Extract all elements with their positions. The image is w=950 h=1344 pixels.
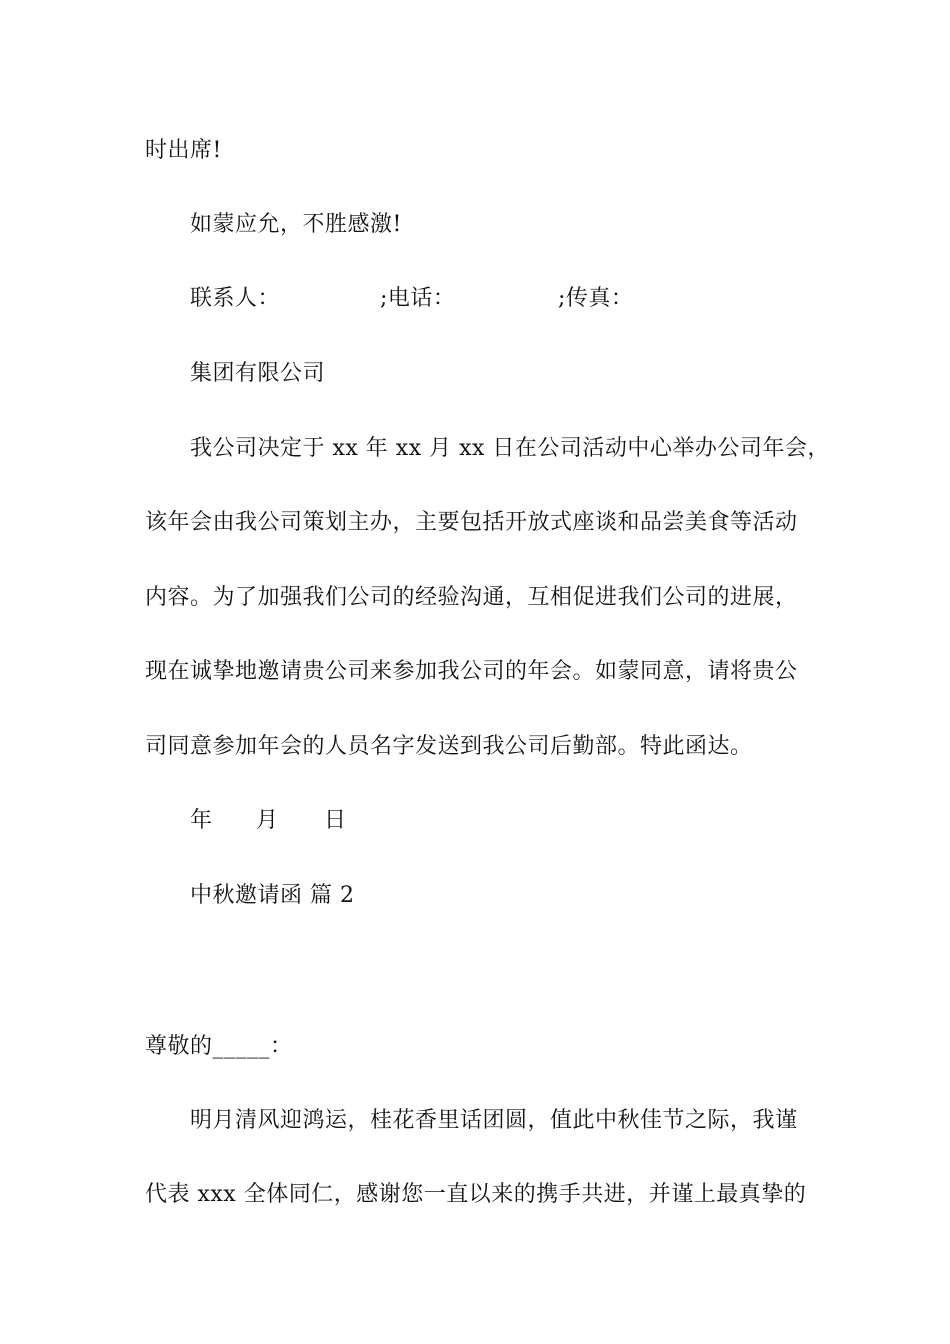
salutation: 尊敬的_____： [145, 1034, 293, 1059]
paragraph-line: 明月清风迎鸿运，桂花香里话团圆，值此中秋佳节之际，我谨 [190, 1108, 798, 1133]
day-label: 日 [324, 808, 347, 833]
paragraph-line: 该年会由我公司策划主办，主要包括开放式座谈和品尝美食等活动 [145, 510, 798, 535]
month-label: 月 [256, 808, 279, 833]
date-line [190, 810, 390, 834]
section-title: 中秋邀请函 篇 2 [190, 883, 355, 908]
paragraph-line: 司同意参加年会的人员名字发送到我公司后勤部。特此函达。 [145, 734, 753, 759]
paragraph-line: 内容。为了加强我们公司的经验沟通，互相促进我们公司的进展， [145, 585, 798, 610]
paragraph-line: 我公司决定于 xx 年 xx 月 xx 日在公司活动中心举办公司年会， [190, 436, 830, 461]
contact-person-label: 联系人： [190, 286, 281, 311]
fax-label: ;传真： [558, 286, 634, 311]
company-name: 集团有限公司 [190, 361, 326, 386]
text-line: 如蒙应允，不胜感激! [190, 212, 402, 237]
paragraph-line: 代表 xxx 全体同仁，感谢您一直以来的携手共进，并谨上最真挚的 [145, 1182, 807, 1207]
paragraph-line: 现在诚挚地邀请贵公司来参加我公司的年会。如蒙同意，请将贵公 [145, 659, 798, 684]
phone-label: ;电话： [380, 286, 456, 311]
text-line: 时出席! [145, 138, 222, 163]
contact-line [190, 288, 690, 312]
year-label: 年 [190, 808, 213, 833]
